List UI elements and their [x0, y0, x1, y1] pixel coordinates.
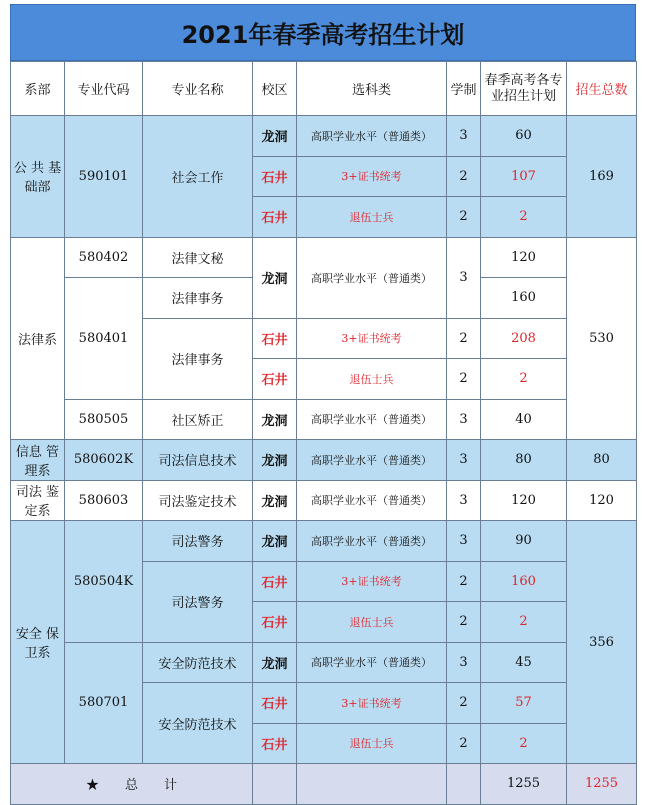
subject-cell: 3+证书统考 [297, 561, 447, 602]
dept-cell: 信息 管理系 [11, 440, 65, 481]
summary-empty [447, 764, 481, 805]
campus-cell: 龙洞 [253, 237, 297, 318]
years-cell: 3 [447, 480, 481, 521]
code-cell: 590101 [65, 116, 143, 238]
summary-empty [297, 764, 447, 805]
years-cell: 3 [447, 521, 481, 562]
page-title: 2021年春季高考招生计划 [10, 4, 636, 61]
header-total: 招生总数 [567, 62, 637, 116]
dept-cell: 安全 保卫系 [11, 521, 65, 764]
header-years: 学制 [447, 62, 481, 116]
plan-cell: 40 [481, 399, 567, 440]
subject-cell: 退伍士兵 [297, 197, 447, 238]
plan-cell: 80 [481, 440, 567, 481]
subject-cell: 退伍士兵 [297, 723, 447, 764]
header-subject: 选科类 [297, 62, 447, 116]
summary-grand-total: 1255 [567, 764, 637, 805]
campus-cell: 龙洞 [253, 399, 297, 440]
total-cell: 80 [567, 440, 637, 481]
name-cell: 安全防范技术 [143, 642, 253, 683]
name-cell: 司法警务 [143, 561, 253, 642]
table-row [11, 116, 637, 157]
total-cell: 356 [567, 521, 637, 764]
campus-cell: 石井 [253, 683, 297, 724]
years-cell: 3 [447, 642, 481, 683]
plan-cell: 2 [481, 197, 567, 238]
years-cell: 3 [447, 399, 481, 440]
campus-cell: 石井 [253, 359, 297, 400]
campus-cell: 龙洞 [253, 480, 297, 521]
header-major-plan: 春季高考各专业招生计划 [481, 62, 567, 116]
header-name: 专业名称 [143, 62, 253, 116]
plan-cell: 160 [481, 278, 567, 319]
summary-row [11, 764, 637, 805]
subject-cell: 3+证书统考 [297, 683, 447, 724]
name-cell: 法律事务 [143, 278, 253, 319]
subject-cell: 退伍士兵 [297, 602, 447, 643]
years-cell: 2 [447, 602, 481, 643]
name-cell: 社会工作 [143, 116, 253, 238]
years-cell: 2 [447, 561, 481, 602]
subject-cell: 高职学业水平（普通类） [297, 440, 447, 481]
summary-plan-sum: 1255 [481, 764, 567, 805]
table-row [11, 237, 637, 278]
plan-cell: 57 [481, 683, 567, 724]
years-cell: 2 [447, 359, 481, 400]
subject-cell: 3+证书统考 [297, 156, 447, 197]
subject-cell: 高职学业水平（普通类） [297, 521, 447, 562]
table-row [11, 440, 637, 481]
campus-cell: 龙洞 [253, 521, 297, 562]
plan-cell: 2 [481, 359, 567, 400]
header-dept: 系部 [11, 62, 65, 116]
plan-cell: 120 [481, 480, 567, 521]
name-cell: 司法鉴定技术 [143, 480, 253, 521]
subject-cell: 3+证书统考 [297, 318, 447, 359]
dept-cell: 法律系 [11, 237, 65, 440]
total-cell: 530 [567, 237, 637, 440]
years-cell: 3 [447, 237, 481, 318]
plan-cell: 45 [481, 642, 567, 683]
subject-cell: 高职学业水平（普通类） [297, 237, 447, 318]
enrollment-table [10, 61, 637, 805]
table-row [11, 642, 637, 683]
years-cell: 2 [447, 318, 481, 359]
name-cell: 安全防范技术 [143, 683, 253, 764]
name-cell: 司法警务 [143, 521, 253, 562]
code-cell: 580401 [65, 278, 143, 400]
campus-cell: 龙洞 [253, 116, 297, 157]
plan-cell: 60 [481, 116, 567, 157]
campus-cell: 龙洞 [253, 642, 297, 683]
campus-cell: 石井 [253, 318, 297, 359]
plan-cell: 160 [481, 561, 567, 602]
campus-cell: 石井 [253, 156, 297, 197]
plan-cell: 107 [481, 156, 567, 197]
name-cell: 法律事务 [143, 318, 253, 399]
table-row [11, 480, 637, 521]
subject-cell: 高职学业水平（普通类） [297, 480, 447, 521]
code-cell: 580603 [65, 480, 143, 521]
years-cell: 3 [447, 116, 481, 157]
years-cell: 3 [447, 440, 481, 481]
subject-cell: 高职学业水平（普通类） [297, 399, 447, 440]
years-cell: 2 [447, 723, 481, 764]
name-cell: 社区矫正 [143, 399, 253, 440]
dept-cell: 司法 鉴定系 [11, 480, 65, 521]
campus-cell: 石井 [253, 602, 297, 643]
years-cell: 2 [447, 156, 481, 197]
total-cell: 120 [567, 480, 637, 521]
name-cell: 法律文秘 [143, 237, 253, 278]
table-row [11, 521, 637, 562]
campus-cell: 石井 [253, 561, 297, 602]
years-cell: 2 [447, 683, 481, 724]
name-cell: 司法信息技术 [143, 440, 253, 481]
campus-cell: 石井 [253, 723, 297, 764]
header-code: 专业代码 [65, 62, 143, 116]
code-cell: 580402 [65, 237, 143, 278]
years-cell: 2 [447, 197, 481, 238]
total-cell: 169 [567, 116, 637, 238]
subject-cell: 高职学业水平（普通类） [297, 116, 447, 157]
campus-cell: 石井 [253, 197, 297, 238]
code-cell: 580504K [65, 521, 143, 643]
header-row [11, 62, 637, 116]
code-cell: 580701 [65, 642, 143, 764]
plan-cell: 90 [481, 521, 567, 562]
subject-cell: 退伍士兵 [297, 359, 447, 400]
header-campus: 校区 [253, 62, 297, 116]
summary-label: ★ 总 计 [11, 764, 253, 805]
table-row [11, 399, 637, 440]
summary-empty [253, 764, 297, 805]
code-cell: 580505 [65, 399, 143, 440]
plan-cell: 208 [481, 318, 567, 359]
subject-cell: 高职学业水平（普通类） [297, 642, 447, 683]
dept-cell: 公 共 基础部 [11, 116, 65, 238]
campus-cell: 龙洞 [253, 440, 297, 481]
plan-cell: 2 [481, 602, 567, 643]
code-cell: 580602K [65, 440, 143, 481]
plan-cell: 2 [481, 723, 567, 764]
plan-cell: 120 [481, 237, 567, 278]
